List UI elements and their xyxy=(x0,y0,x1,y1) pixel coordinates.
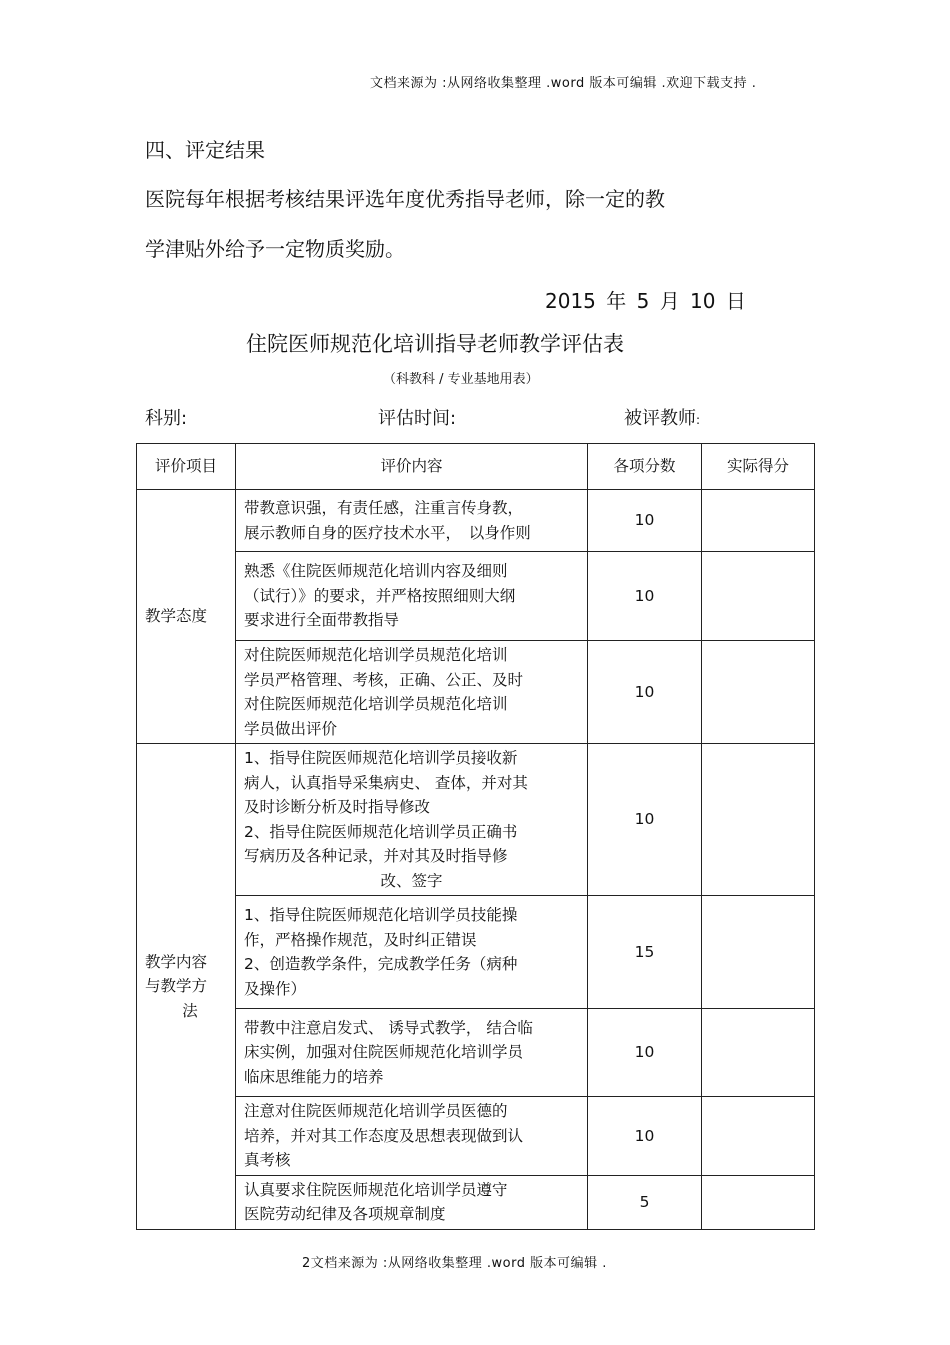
score-cell: 10 xyxy=(588,1097,702,1176)
eval-time-field-label: 评估时间: xyxy=(378,408,457,429)
actual-score-cell[interactable] xyxy=(702,490,815,552)
score-cell: 10 xyxy=(588,552,702,641)
header-actual-score: 实际得分 xyxy=(702,444,815,490)
content-line: 及时诊断分析及时指导修改 xyxy=(244,798,431,816)
department-field-label: 科别: xyxy=(145,408,188,429)
table-row xyxy=(137,490,815,552)
content-line: 2、创造教学条件，完成教学任务（病种 xyxy=(244,955,518,973)
content-line: 真考核 xyxy=(244,1151,291,1169)
evaluation-table xyxy=(136,443,815,1230)
content-line: 1、指导住院医师规范化培训学员技能操 xyxy=(244,906,518,924)
table-row xyxy=(137,896,815,1009)
category-line: 与教学方 xyxy=(145,977,208,995)
score-cell: 10 xyxy=(588,490,702,552)
actual-score-cell[interactable] xyxy=(702,744,815,896)
content-cell xyxy=(236,490,588,552)
teacher-label-colon: : xyxy=(696,413,701,427)
content-line: 床实例，加强对住院医师规范化培训学员 xyxy=(244,1043,524,1062)
actual-score-cell[interactable] xyxy=(702,641,815,744)
content-cell xyxy=(236,641,588,744)
footer-note: 2文档来源为 :从网络收集整理 .word 版本可编辑 . xyxy=(302,1256,607,1271)
paragraph-line-1: 医院每年根据考核结果评选年度优秀指导老师，除一定的教 xyxy=(145,187,665,211)
content-line: 注意对住院医师规范化培训学员医德的 xyxy=(244,1102,508,1120)
content-line: 培养，并对其工作态度及思想表现做到认 xyxy=(244,1126,524,1145)
header-category: 评价项目 xyxy=(137,444,236,490)
content-cell xyxy=(236,744,588,896)
category-line: 法 xyxy=(182,1001,198,1020)
content-line: 认真要求住院医师规范化培训学员遵守 xyxy=(244,1180,508,1199)
header-note: 文档来源为 :从网络收集整理 .word 版本可编辑 .欢迎下载支持 . xyxy=(370,76,757,91)
content-line: 临床思维能力的培养 xyxy=(244,1067,384,1086)
content-cell xyxy=(236,552,588,641)
header-score: 各项分数 xyxy=(588,444,702,490)
actual-score-cell[interactable] xyxy=(702,552,815,641)
content-line: 要求进行全面带教指导 xyxy=(244,611,400,630)
category-cell-content-methods xyxy=(137,744,236,1230)
content-line: 病人，认真指导采集病史、 查体，并对其 xyxy=(244,773,528,792)
category-line: 教学内容 xyxy=(145,952,208,971)
content-line: 展示教师自身的医疗技术水平， 以身作则 xyxy=(244,523,531,542)
content-line: 带教意识强，有责任感，注重言传身教， xyxy=(244,499,524,517)
content-cell xyxy=(236,1009,588,1097)
table-header-row xyxy=(137,444,815,490)
content-line: 学员严格管理、考核，正确、公正、及时 xyxy=(244,670,524,689)
score-cell: 10 xyxy=(588,744,702,896)
table-row xyxy=(137,552,815,641)
actual-score-cell[interactable] xyxy=(702,1009,815,1097)
paragraph-line-2: 学津贴外给予一定物质奖励。 xyxy=(145,237,405,261)
content-line: 改、签字 xyxy=(380,871,443,890)
teacher-label-text: 被评教师 xyxy=(624,408,696,429)
content-line: 医院劳动纪律及各项规章制度 xyxy=(244,1205,446,1223)
score-cell: 10 xyxy=(588,1009,702,1097)
score-cell: 15 xyxy=(588,896,702,1009)
header-content: 评价内容 xyxy=(236,444,588,490)
actual-score-cell[interactable] xyxy=(702,1175,815,1229)
content-line: 带教中注意启发式、 诱导式教学， 结合临 xyxy=(244,1018,533,1037)
content-line: 写病历及各种记录，并对其及时指导修 xyxy=(244,847,508,865)
table-row xyxy=(137,744,815,896)
form-title: 住院医师规范化培训指导老师教学评估表 xyxy=(246,332,624,356)
table-row xyxy=(137,1009,815,1097)
content-line: 2、指导住院医师规范化培训学员正确书 xyxy=(244,822,518,841)
content-line: 熟悉《住院医师规范化培训内容及细则 xyxy=(244,562,508,581)
teacher-field-label xyxy=(624,404,700,430)
table-row xyxy=(137,641,815,744)
content-cell xyxy=(236,1097,588,1176)
category-line: 教学态度 xyxy=(145,607,208,626)
content-cell xyxy=(236,896,588,1009)
content-cell xyxy=(236,1175,588,1229)
content-line: （试行）》的要求，并严格按照细则大纲 xyxy=(244,586,516,605)
category-cell-attitude xyxy=(137,490,236,744)
content-line: 学员做出评价 xyxy=(244,719,338,738)
form-subtitle: （科教科 / 专业基地用表） xyxy=(383,372,539,387)
score-cell: 5 xyxy=(588,1175,702,1229)
content-line: 对住院医师规范化培训学员规范化培训 xyxy=(244,646,508,664)
table-row xyxy=(137,1175,815,1229)
actual-score-cell[interactable] xyxy=(702,1097,815,1176)
content-line: 作，严格操作规范，及时纠正错误 xyxy=(244,930,477,949)
document-date: 2015 年 5 月 10 日 xyxy=(545,289,746,313)
content-line: 1、指导住院医师规范化培训学员接收新 xyxy=(244,749,518,767)
table-row xyxy=(137,1097,815,1176)
actual-score-cell[interactable] xyxy=(702,896,815,1009)
score-cell: 10 xyxy=(588,641,702,744)
section-heading: 四、评定结果 xyxy=(145,138,265,162)
content-line: 及操作） xyxy=(244,979,307,998)
content-line: 对住院医师规范化培训学员规范化培训 xyxy=(244,695,508,713)
